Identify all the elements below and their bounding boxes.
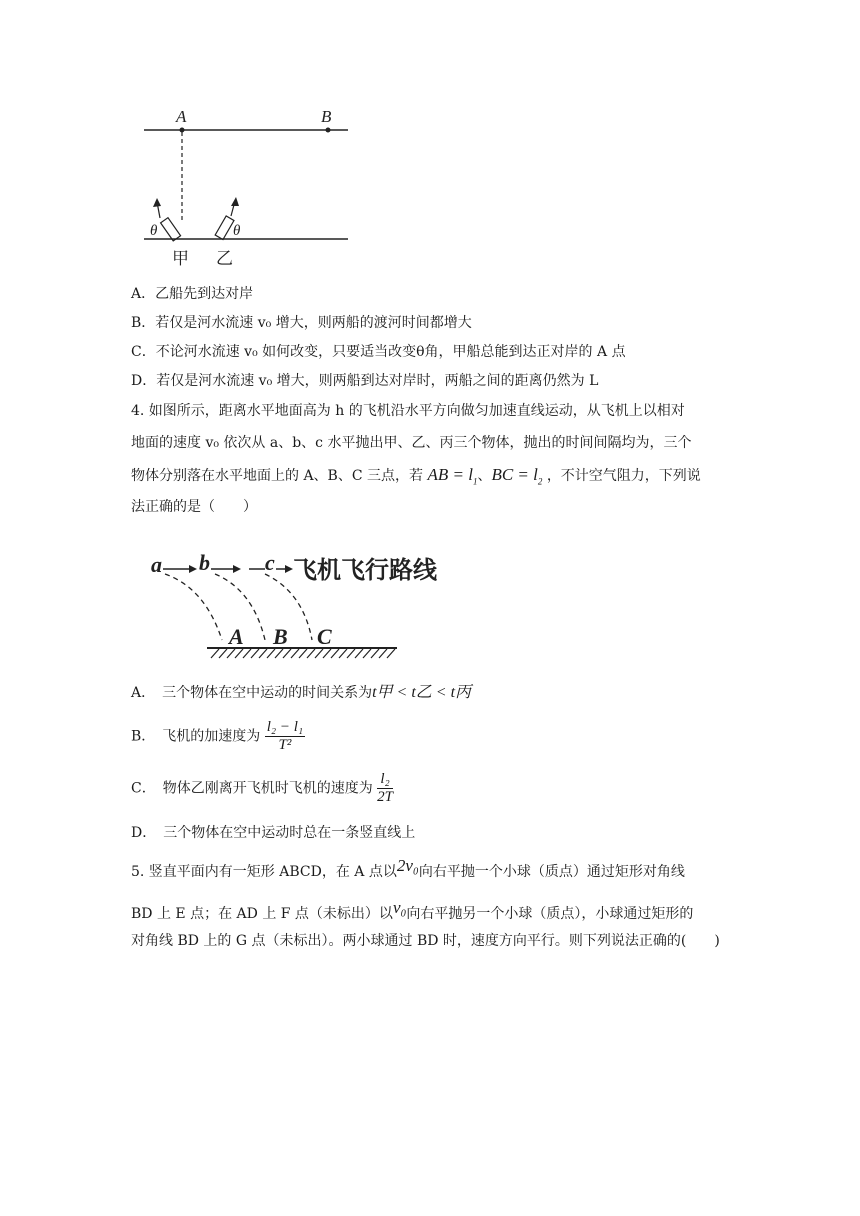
theta-left: θ [150, 223, 158, 239]
arrow-b [233, 565, 241, 573]
trajectory-a [165, 574, 222, 640]
q5-line-3: 对角线 BD 上的 G 点（未标出）。两小球通过 BD 时，速度方向平行。则下列说法正确的( ) [131, 933, 720, 949]
point-a-small-label: a [151, 552, 162, 577]
landing-a-label: A [229, 624, 244, 649]
point-b-dot [326, 128, 331, 133]
velocity-2v0: 2v₀ [396, 856, 419, 875]
q4-option-d: D． 三个物体在空中运动时总在一条竖直线上 [131, 825, 416, 841]
flight-route-label: 飞机飞行路线 [293, 556, 437, 584]
point-a-label: A [176, 107, 187, 126]
arrow-c [285, 565, 293, 573]
time-relation: t甲 < t乙 < t丙 [372, 684, 472, 701]
arrow-a [189, 565, 197, 573]
bc-equation: BC = $l_2$ [491, 465, 543, 487]
q3-option-a: A．乙船先到达对岸 [131, 286, 254, 302]
velocity-v0: v₀ [392, 898, 407, 917]
point-c-small-label: c [265, 550, 275, 575]
boat-yi-label: 乙 [216, 249, 233, 269]
q3-option-c: C．不论河水流速 v₀ 如何改变，只要适当改变θ角，甲船总能到达正对岸的 A 点 [131, 344, 626, 360]
q4-option-b: B． 飞机的加速度为 $\frac{\text{l₂ − l₁}}{\text{T²}}$ [131, 719, 304, 753]
ab-equation: AB = $l_1$ [427, 465, 478, 487]
point-a-dot [180, 128, 185, 133]
q4-sep: 、 [477, 468, 492, 484]
point-b-small-label: b [199, 550, 210, 575]
theta-right: θ [233, 223, 241, 239]
q4-option-c: C． 物体乙刚离开飞机时飞机的速度为 $\frac{\text{l₂}}{2T}$ [131, 771, 394, 805]
landing-c-label: C [317, 624, 332, 649]
q3-option-d: D．若仅是河水流速 v₀ 增大，则两船到达对岸时，两船之间的距离仍然为 L [131, 373, 599, 389]
q4-line-1: 4. 如图所示，距离水平地面高为 h 的飞机沿水平方向做匀加速直线运动，从飞机上以相对 [131, 403, 685, 419]
landing-b-label: B [273, 624, 288, 649]
q4-line-3-post: ，不计空气阻力，下列说 [546, 468, 701, 484]
acceleration-fraction: $\frac{\text{l₂ − l₁}}{\text{T²}}$ [266, 719, 304, 753]
velocity-fraction: $\frac{\text{l₂}}{2T}$ [377, 771, 394, 805]
ground-hatching [211, 649, 395, 658]
q4-option-a: A． 三个物体在空中运动的时间关系为t甲 < t乙 < t丙 [131, 684, 472, 701]
airplane-drop-figure [145, 548, 455, 663]
point-b-label: B [321, 107, 332, 126]
q3-option-b: B．若仅是河水流速 v₀ 增大，则两船的渡河时间都增大 [131, 315, 472, 331]
q5-line-2: BD 上 E 点；在 AD 上 F 点（未标出）以v₀向右平抛另一个小球（质点），小球通过矩形的 [131, 898, 694, 922]
q4-line-4: 法正确的是（ ） [131, 499, 257, 515]
q5-line-1: 5. 竖直平面内有一矩形 ABCD，在 A 点以2v₀向右平抛一个小球（质点）通过矩形对角线 [131, 856, 685, 880]
q4-line-3-pre: 物体分别落在水平地面上的 A、B、C 三点，若 [131, 468, 424, 484]
q4-line-3 [131, 466, 701, 486]
q4-line-2: 地面的速度 v₀ 依次从 a、b、c 水平抛出甲、乙、丙三个物体，抛出的时间间隔均为，三个 [131, 435, 692, 451]
river-crossing-figure [130, 100, 370, 275]
boat-jia-label: 甲 [172, 249, 189, 269]
